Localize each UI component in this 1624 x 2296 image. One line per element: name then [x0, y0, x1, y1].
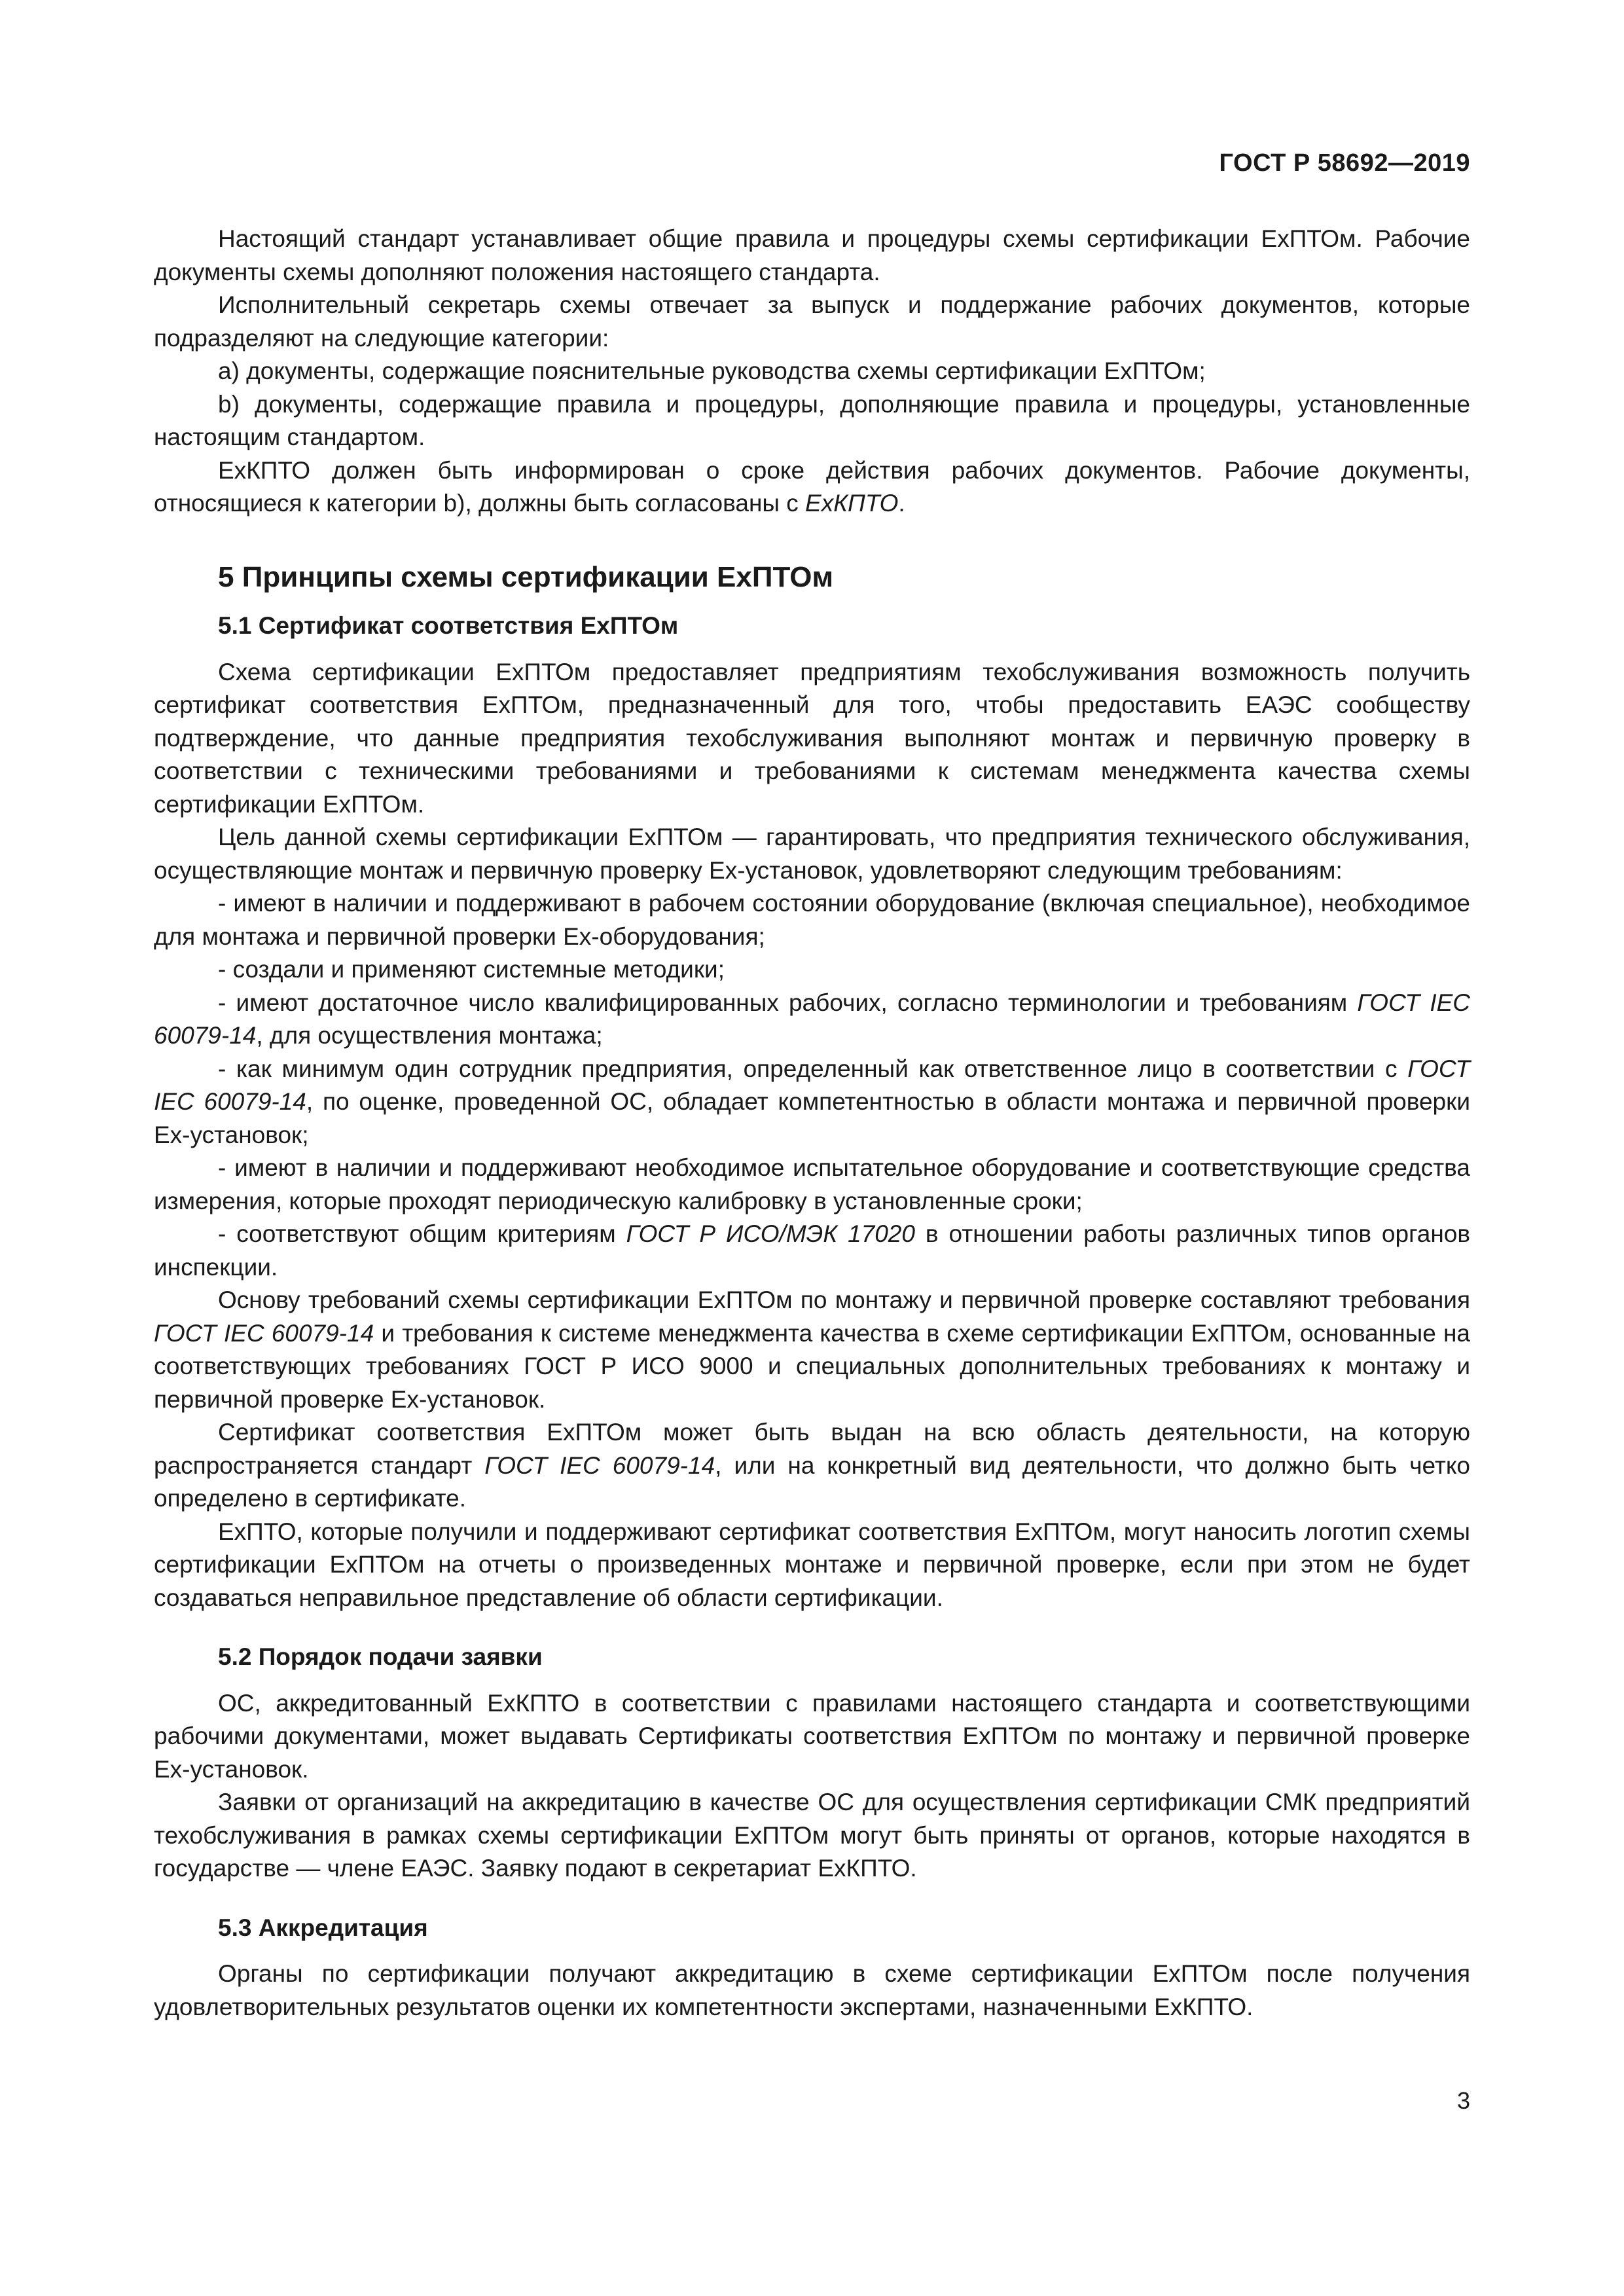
page-content	[154, 223, 1470, 2024]
s51-list-item-3: - имеют достаточное число квалифицированных рабочих, согласно терминологии и требованиям ГОСТ IEC 60079-14, для осуществления монтажа;	[154, 989, 1470, 1049]
intro-paragraph-1: Настоящий стандарт устанавливает общие правила и процедуры схемы сертификации ExПТОм. Рабочие документы схемы дополняют положения настоящего стандарта.	[154, 225, 1470, 285]
section-5-3-heading: 5.3 Аккредитация	[218, 1914, 428, 1941]
section-5-heading: 5 Принципы схемы сертификации ExПТОм	[218, 560, 834, 593]
s51-list-item-4: - как минимум один сотрудник предприятия, определенный как ответственное лицо в соответствии с ГОСТ IEC 60079-14, по оценке, проведенной ОС, обладает компетентностью в области монтажа и первичной проверки Ex-установок;	[154, 1055, 1470, 1148]
section-5-1-heading: 5.1 Сертификат соответствия ExПТОм	[218, 612, 679, 639]
s51-paragraph-4: Сертификат соответствия ExПТОм может быть выдан на всю область деятельности, на которую распространяется стандарт ГОСТ IEC 60079-14, или на конкретный вид деятельности, что должно быть четко определено в сертификате.	[154, 1419, 1471, 1512]
s51-list-item-1: - имеют в наличии и поддерживают в рабочем состоянии оборудование (включая специальное), необходимое для монтажа и первичной проверки Ex-оборудования;	[154, 890, 1470, 950]
s52-paragraph-1: ОС, аккредитованный ExКПТО в соответствии с правилами настоящего стандарта и соответствующими рабочими документами, может выдавать Сертификаты соответствия ExПТОм по монтажу и первичной проверке Ex-установок.	[154, 1689, 1470, 1783]
s52-paragraph-2: Заявки от организаций на аккредитацию в качестве ОС для осуществления сертификации СМК предприятий техобслуживания в рамках схемы сертификации ExПТОм могут быть приняты от органов, которые находятся в государстве — члене ЕАЭС. Заявку подают в секретариат ExКПТО.	[154, 1789, 1470, 1882]
document-code-header: ГОСТ Р 58692—2019	[1219, 149, 1470, 177]
intro-paragraph-3: ExКПТО должен быть информирован о сроке действия рабочих документов. Рабочие документы, относящиеся к категории b), должны быть согласованы с ExКПТО.	[154, 456, 1470, 517]
s51-paragraph-1: Схема сертификации ExПТОм предоставляет предприятиям техобслуживания возможность получить сертификат соответствия ExПТОм, предназначенный для того, чтобы предоставить ЕАЭС сообществу подтверждение, что данные предприятия техобслуживания выполняют монтаж и первичную проверку в соответствии с техническими требованиями и требованиями к системам менеджмента качества схемы сертификации ExПТОм.	[154, 658, 1470, 818]
s51-paragraph-2: Цель данной схемы сертификации ExПТОм — гарантировать, что предприятия технического обслуживания, осуществляющие монтаж и первичную проверку Ex-установок, удовлетворяют следующим требованиям:	[154, 824, 1470, 884]
s51-paragraph-5: ExПТО, которые получили и поддерживают сертификат соответствия ExПТОм, могут наносить логотип схемы сертификации ExПТОм на отчеты о произведенных монтаже и первичной проверке, если при этом не будет создаваться неправильное представление об области сертификации.	[154, 1518, 1470, 1611]
page-number: 3	[1456, 2087, 1470, 2114]
intro-list-item-b: b) документы, содержащие правила и процедуры, дополняющие правила и процедуры, установленные настоящим стандартом.	[154, 390, 1470, 450]
intro-paragraph-2: Исполнительный секретарь схемы отвечает за выпуск и поддержание рабочих документов, которые подразделяют на следующие категории:	[154, 291, 1470, 352]
section-5-2-heading: 5.2 Порядок подачи заявки	[218, 1643, 543, 1670]
s51-list-item-2: - создали и применяют системные методики;	[218, 956, 725, 983]
s51-paragraph-3: Основу требований схемы сертификации ExПТОм по монтажу и первичной проверке составляют требования ГОСТ IEC 60079-14 и требования к системе менеджмента качества в схеме сертификации ExПТОм, основанные на соответствующих требованиях ГОСТ Р ИСО 9000 и специальных дополнительных требованиях к монтажу и первичной проверке Ex-установок.	[154, 1286, 1470, 1413]
s51-list-item-6: - соответствуют общим критериям ГОСТ Р ИСО/МЭК 17020 в отношении работы различных типов органов инспекции.	[154, 1220, 1470, 1281]
s51-list-item-5: - имеют в наличии и поддерживают необходимое испытательное оборудование и соответствующие средства измерения, которые проходят периодическую калибровку в установленные сроки;	[154, 1154, 1470, 1214]
s53-paragraph-1: Органы по сертификации получают аккредитацию в схеме сертификации ExПТОм после получения удовлетворительных результатов оценки их компетентности экспертами, назначенными ExКПТО.	[154, 1960, 1470, 2020]
intro-list-item-a: а) документы, содержащие пояснительные руководства схемы сертификации ExПТОм;	[218, 357, 1206, 384]
